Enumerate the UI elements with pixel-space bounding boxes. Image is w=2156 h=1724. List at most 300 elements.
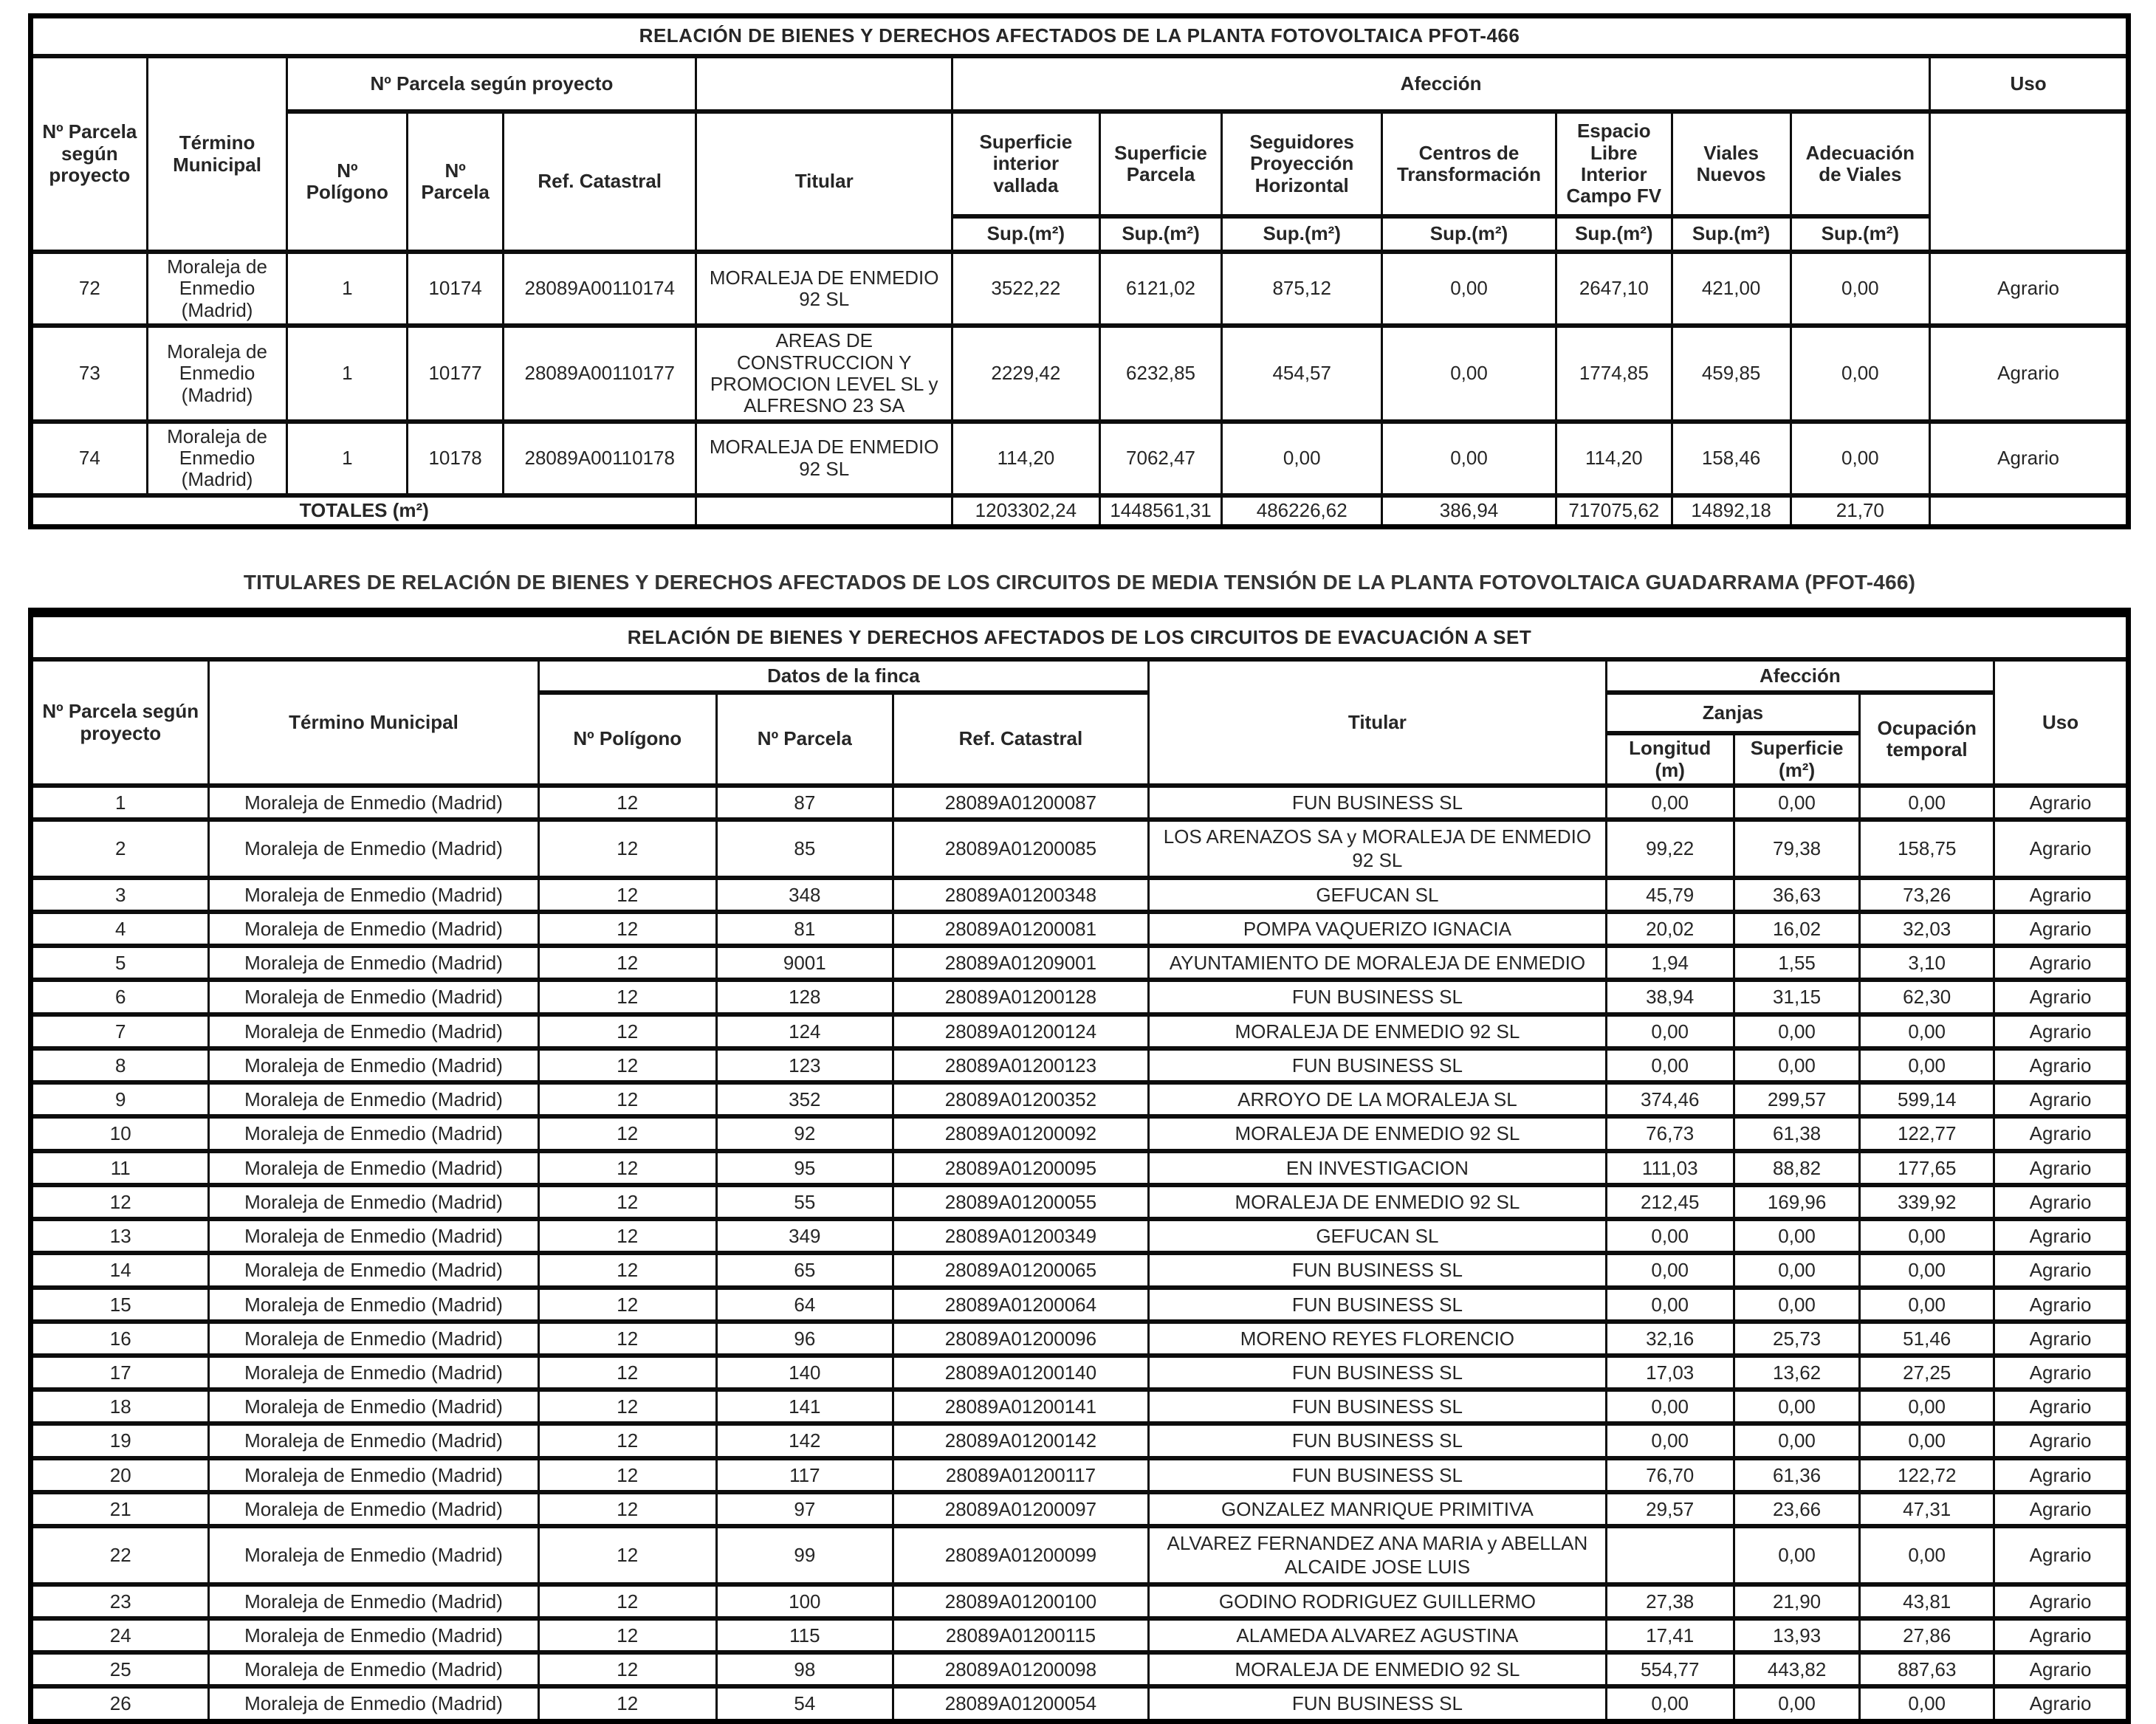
- cell-ocupacion-temporal: 0,00: [1860, 1423, 1994, 1457]
- cell-num-parcela-proyecto: 12: [31, 1185, 209, 1219]
- cell-ref-catastral: 28089A01200065: [893, 1253, 1149, 1287]
- table-row: [31, 912, 2129, 946]
- cell-viales-nuevos: 158,46: [1672, 422, 1791, 495]
- cell-poligono: 12: [538, 912, 716, 946]
- cell-num-parcela-proyecto: 6: [31, 980, 209, 1014]
- cell-titular: FUN BUSINESS SL: [1149, 1458, 1606, 1492]
- cell-uso: Agrario: [1994, 1686, 2129, 1721]
- unit-sup-m2: Sup.(m²): [1556, 216, 1672, 252]
- table-row: [31, 1356, 2129, 1390]
- cell-termino-municipal: Moraleja de Enmedio (Madrid): [147, 326, 287, 422]
- table-row: [31, 1322, 2129, 1356]
- table1-title-row: [31, 16, 2129, 57]
- cell-zanja-longitud: 17,03: [1606, 1356, 1734, 1390]
- table-row: [31, 1219, 2129, 1253]
- cell-viales-nuevos: 421,00: [1672, 252, 1791, 326]
- cell-ocupacion-temporal: 62,30: [1860, 980, 1994, 1014]
- cell-titular: ALVAREZ FERNANDEZ ANA MARIA y ABELLAN ALCAIDE JOSE LUIS: [1149, 1526, 1606, 1584]
- cell-ocupacion-temporal: 0,00: [1860, 1253, 1994, 1287]
- cell-zanja-superficie: 0,00: [1734, 1253, 1859, 1287]
- cell-parcela: 140: [717, 1356, 893, 1390]
- table2-body: [31, 786, 2129, 1721]
- cell-parcela: 124: [717, 1014, 893, 1048]
- cell-num-parcela-proyecto: 21: [31, 1492, 209, 1526]
- col-header-poligono: Nº Polígono: [287, 111, 408, 252]
- cell-titular: GONZALEZ MANRIQUE PRIMITIVA: [1149, 1492, 1606, 1526]
- totals-spacer: [696, 495, 952, 527]
- band-afeccion: Afección: [952, 56, 1930, 111]
- cell-poligono: 12: [538, 786, 716, 820]
- cell-ref-catastral: 28089A01200096: [893, 1322, 1149, 1356]
- table1-body: [31, 252, 2129, 495]
- cell-uso: Agrario: [1994, 1082, 2129, 1116]
- cell-zanja-longitud: 374,46: [1606, 1082, 1734, 1116]
- cell-zanja-superficie: 0,00: [1734, 1390, 1859, 1423]
- cell-parcela: 87: [717, 786, 893, 820]
- cell-uso: Agrario: [1994, 1116, 2129, 1150]
- cell-num-parcela-proyecto: 14: [31, 1253, 209, 1287]
- cell-uso: Agrario: [1930, 422, 2129, 495]
- cell-zanja-longitud: 0,00: [1606, 1048, 1734, 1082]
- table-row: [31, 1492, 2129, 1526]
- cell-termino-municipal: Moraleja de Enmedio (Madrid): [209, 1526, 538, 1584]
- table1-header-row-cols: [31, 111, 2129, 216]
- col-header-parcela: Nº Parcela: [408, 111, 504, 252]
- cell-uso: Agrario: [1994, 1322, 2129, 1356]
- cell-num-parcela-proyecto: 13: [31, 1219, 209, 1253]
- table-row: [31, 1618, 2129, 1652]
- cell-ocupacion-temporal: 0,00: [1860, 1288, 1994, 1322]
- table-row: [31, 422, 2129, 495]
- cell-ocupacion-temporal: 27,86: [1860, 1618, 1994, 1652]
- cell-ocupacion-temporal: 0,00: [1860, 1390, 1994, 1423]
- table-row: [31, 786, 2129, 820]
- cell-num-parcela-proyecto: 3: [31, 878, 209, 912]
- cell-zanja-longitud: 20,02: [1606, 912, 1734, 946]
- cell-zanja-longitud: 27,38: [1606, 1584, 1734, 1618]
- cell-poligono: 12: [538, 1526, 716, 1584]
- band-zanjas: Zanjas: [1606, 693, 1860, 733]
- col-header-centros-transformacion: Centros de Transformación: [1382, 111, 1556, 216]
- band-datos-finca: Datos de la finca: [538, 659, 1149, 693]
- cell-num-parcela-proyecto: 23: [31, 1584, 209, 1618]
- table-row: [31, 1288, 2129, 1322]
- table-row: [31, 1151, 2129, 1185]
- cell-termino-municipal: Moraleja de Enmedio (Madrid): [209, 1584, 538, 1618]
- cell-zanja-longitud: 99,22: [1606, 820, 1734, 877]
- cell-uso: Agrario: [1994, 1151, 2129, 1185]
- cell-termino-municipal: Moraleja de Enmedio (Madrid): [209, 1014, 538, 1048]
- cell-ref-catastral: 28089A01200095: [893, 1151, 1149, 1185]
- cell-titular: AYUNTAMIENTO DE MORALEJA DE ENMEDIO: [1149, 946, 1606, 980]
- cell-parcela: 85: [717, 820, 893, 877]
- table-row: [31, 1048, 2129, 1082]
- cell-uso: Agrario: [1994, 1618, 2129, 1652]
- cell-poligono: 12: [538, 1458, 716, 1492]
- cell-ref-catastral: 28089A01200092: [893, 1116, 1149, 1150]
- cell-num-parcela-proyecto: 8: [31, 1048, 209, 1082]
- cell-ocupacion-temporal: 122,72: [1860, 1458, 1994, 1492]
- table-row: [31, 820, 2129, 877]
- cell-termino-municipal: Moraleja de Enmedio (Madrid): [209, 878, 538, 912]
- cell-titular: ALAMEDA ALVAREZ AGUSTINA: [1149, 1618, 1606, 1652]
- table2-title-row: [31, 613, 2129, 660]
- cell-poligono: 12: [538, 946, 716, 980]
- cell-superficie-vallada: 2229,42: [952, 326, 1100, 422]
- col-header-termino-municipal: Término Municipal: [209, 659, 538, 786]
- col-header-longitud: Longitud (m): [1606, 733, 1734, 786]
- cell-ocupacion-temporal: 122,77: [1860, 1116, 1994, 1150]
- cell-ref-catastral: 28089A00110174: [504, 252, 696, 326]
- cell-poligono: 12: [538, 1116, 716, 1150]
- cell-num-parcela-proyecto: 24: [31, 1618, 209, 1652]
- cell-titular: POMPA VAQUERIZO IGNACIA: [1149, 912, 1606, 946]
- table-row: [31, 878, 2129, 912]
- cell-zanja-superficie: 31,15: [1734, 980, 1859, 1014]
- cell-viales-nuevos: 459,85: [1672, 326, 1791, 422]
- cell-parcela: 100: [717, 1584, 893, 1618]
- cell-parcela: 348: [717, 878, 893, 912]
- cell-zanja-longitud: 17,41: [1606, 1618, 1734, 1652]
- cell-ref-catastral: 28089A01200115: [893, 1618, 1149, 1652]
- cell-poligono: 12: [538, 1219, 716, 1253]
- unit-sup-m2: Sup.(m²): [952, 216, 1100, 252]
- cell-ref-catastral: 28089A01200348: [893, 878, 1149, 912]
- cell-superficie-vallada: 114,20: [952, 422, 1100, 495]
- cell-titular: MORALEJA DE ENMEDIO 92 SL: [696, 422, 952, 495]
- cell-ref-catastral: 28089A01200097: [893, 1492, 1149, 1526]
- cell-parcela: 96: [717, 1322, 893, 1356]
- cell-uso: Agrario: [1994, 1584, 2129, 1618]
- table-row: [31, 252, 2129, 326]
- cell-zanja-longitud: 76,70: [1606, 1458, 1734, 1492]
- cell-poligono: 12: [538, 1322, 716, 1356]
- table-row: [31, 1390, 2129, 1423]
- col-header-adecuacion-viales: Adecuación de Viales: [1791, 111, 1930, 216]
- cell-ocupacion-temporal: 47,31: [1860, 1492, 1994, 1526]
- col-header-espacio-libre: Espacio Libre Interior Campo FV: [1556, 111, 1672, 216]
- cell-ocupacion-temporal: 0,00: [1860, 1686, 1994, 1721]
- cell-ref-catastral: 28089A01200064: [893, 1288, 1149, 1322]
- cell-zanja-superficie: 36,63: [1734, 878, 1859, 912]
- cell-termino-municipal: Moraleja de Enmedio (Madrid): [147, 422, 287, 495]
- table-row: [31, 1082, 2129, 1116]
- table-row: [31, 326, 2129, 422]
- cell-num-parcela-proyecto: 74: [31, 422, 148, 495]
- cell-uso: Agrario: [1994, 1185, 2129, 1219]
- cell-ref-catastral: 28089A01200352: [893, 1082, 1149, 1116]
- total-viales-nuevos: 14892,18: [1672, 495, 1791, 527]
- cell-ocupacion-temporal: 51,46: [1860, 1322, 1994, 1356]
- cell-poligono: 12: [538, 1014, 716, 1048]
- cell-ocupacion-temporal: 599,14: [1860, 1082, 1994, 1116]
- cell-parcela: 10177: [408, 326, 504, 422]
- cell-parcela: 115: [717, 1618, 893, 1652]
- cell-num-parcela-proyecto: 4: [31, 912, 209, 946]
- cell-zanja-superficie: 299,57: [1734, 1082, 1859, 1116]
- cell-parcela: 81: [717, 912, 893, 946]
- cell-uso: Agrario: [1994, 820, 2129, 877]
- cell-zanja-superficie: 61,38: [1734, 1116, 1859, 1150]
- cell-centros-transformacion: 0,00: [1382, 326, 1556, 422]
- cell-ref-catastral: 28089A01200087: [893, 786, 1149, 820]
- cell-num-parcela-proyecto: 26: [31, 1686, 209, 1721]
- cell-zanja-longitud: [1606, 1526, 1734, 1584]
- cell-zanja-longitud: 0,00: [1606, 1423, 1734, 1457]
- cell-titular: MORALEJA DE ENMEDIO 92 SL: [1149, 1185, 1606, 1219]
- cell-poligono: 12: [538, 1390, 716, 1423]
- col-header-ref-catastral: Ref. Catastral: [893, 693, 1149, 786]
- cell-superficie-parcela: 6121,02: [1099, 252, 1222, 326]
- cell-uso: Agrario: [1930, 252, 2129, 326]
- cell-termino-municipal: Moraleja de Enmedio (Madrid): [209, 1219, 538, 1253]
- table-row: [31, 1116, 2129, 1150]
- col-header-superficie-vallada: Superficie interior vallada: [952, 111, 1100, 216]
- cell-ref-catastral: 28089A01200123: [893, 1048, 1149, 1082]
- cell-ref-catastral: 28089A01200098: [893, 1652, 1149, 1686]
- cell-ref-catastral: 28089A01200140: [893, 1356, 1149, 1390]
- cell-zanja-longitud: 0,00: [1606, 1219, 1734, 1253]
- cell-num-parcela-proyecto: 1: [31, 786, 209, 820]
- cell-termino-municipal: Moraleja de Enmedio (Madrid): [147, 252, 287, 326]
- cell-poligono: 12: [538, 1686, 716, 1721]
- cell-parcela: 123: [717, 1048, 893, 1082]
- cell-seguidores: 454,57: [1222, 326, 1382, 422]
- table2-title: RELACIÓN DE BIENES Y DERECHOS AFECTADOS DE LOS CIRCUITOS DE EVACUACIÓN A SET: [31, 613, 2129, 660]
- cell-poligono: 12: [538, 1151, 716, 1185]
- cell-poligono: 12: [538, 1288, 716, 1322]
- cell-zanja-longitud: 111,03: [1606, 1151, 1734, 1185]
- cell-termino-municipal: Moraleja de Enmedio (Madrid): [209, 1116, 538, 1150]
- cell-num-parcela-proyecto: 2: [31, 820, 209, 877]
- cell-uso: Agrario: [1994, 1390, 2129, 1423]
- table-row: [31, 1423, 2129, 1457]
- cell-ref-catastral: 28089A01200085: [893, 820, 1149, 877]
- unit-sup-m2: Sup.(m²): [1382, 216, 1556, 252]
- cell-ocupacion-temporal: 3,10: [1860, 946, 1994, 980]
- cell-ocupacion-temporal: 43,81: [1860, 1584, 1994, 1618]
- cell-seguidores: 0,00: [1222, 422, 1382, 495]
- cell-termino-municipal: Moraleja de Enmedio (Madrid): [209, 1082, 538, 1116]
- cell-zanja-longitud: 76,73: [1606, 1116, 1734, 1150]
- total-uso-spacer: [1930, 495, 2129, 527]
- cell-ref-catastral: 28089A01200099: [893, 1526, 1149, 1584]
- cell-superficie-vallada: 3522,22: [952, 252, 1100, 326]
- cell-poligono: 12: [538, 820, 716, 877]
- cell-zanja-superficie: 1,55: [1734, 946, 1859, 980]
- table-row: [31, 1584, 2129, 1618]
- cell-num-parcela-proyecto: 22: [31, 1526, 209, 1584]
- cell-num-parcela-proyecto: 17: [31, 1356, 209, 1390]
- cell-zanja-longitud: 0,00: [1606, 1014, 1734, 1048]
- cell-num-parcela-proyecto: 15: [31, 1288, 209, 1322]
- cell-espacio-libre: 2647,10: [1556, 252, 1672, 326]
- table-bienes-planta-fv: [28, 13, 2131, 529]
- cell-termino-municipal: Moraleja de Enmedio (Madrid): [209, 1618, 538, 1652]
- cell-titular: MORALEJA DE ENMEDIO 92 SL: [1149, 1014, 1606, 1048]
- cell-titular: GEFUCAN SL: [1149, 878, 1606, 912]
- cell-zanja-superficie: 79,38: [1734, 820, 1859, 877]
- col-header-uso: Uso: [1930, 56, 2129, 111]
- total-superficie-parcela: 1448561,31: [1099, 495, 1222, 527]
- cell-poligono: 1: [287, 422, 408, 495]
- cell-num-parcela-proyecto: 73: [31, 326, 148, 422]
- cell-parcela: 141: [717, 1390, 893, 1423]
- col-header-superficie-m2: Superficie (m²): [1734, 733, 1859, 786]
- table-row: [31, 1652, 2129, 1686]
- cell-ocupacion-temporal: 0,00: [1860, 1219, 1994, 1253]
- col-header-termino-municipal: Término Municipal: [147, 56, 287, 252]
- cell-ocupacion-temporal: 339,92: [1860, 1185, 1994, 1219]
- cell-ref-catastral: 28089A01200128: [893, 980, 1149, 1014]
- cell-termino-municipal: Moraleja de Enmedio (Madrid): [209, 820, 538, 877]
- cell-parcela: 352: [717, 1082, 893, 1116]
- cell-zanja-superficie: 0,00: [1734, 1686, 1859, 1721]
- cell-num-parcela-proyecto: 10: [31, 1116, 209, 1150]
- cell-termino-municipal: Moraleja de Enmedio (Madrid): [209, 786, 538, 820]
- cell-espacio-libre: 114,20: [1556, 422, 1672, 495]
- cell-adecuacion-viales: 0,00: [1791, 252, 1930, 326]
- cell-uso: Agrario: [1994, 1048, 2129, 1082]
- cell-ocupacion-temporal: 0,00: [1860, 1048, 1994, 1082]
- cell-poligono: 12: [538, 1584, 716, 1618]
- cell-zanja-superficie: 21,90: [1734, 1584, 1859, 1618]
- cell-parcela: 97: [717, 1492, 893, 1526]
- cell-titular: MORALEJA DE ENMEDIO 92 SL: [696, 252, 952, 326]
- cell-termino-municipal: Moraleja de Enmedio (Madrid): [209, 1322, 538, 1356]
- cell-parcela: 117: [717, 1458, 893, 1492]
- cell-zanja-longitud: 212,45: [1606, 1185, 1734, 1219]
- cell-parcela: 64: [717, 1288, 893, 1322]
- cell-zanja-superficie: 443,82: [1734, 1652, 1859, 1686]
- cell-uso: Agrario: [1994, 980, 2129, 1014]
- cell-uso: Agrario: [1994, 912, 2129, 946]
- cell-titular: FUN BUSINESS SL: [1149, 1288, 1606, 1322]
- cell-zanja-longitud: 0,00: [1606, 1390, 1734, 1423]
- cell-num-parcela-proyecto: 9: [31, 1082, 209, 1116]
- totals-label: TOTALES (m²): [31, 495, 696, 527]
- cell-titular: MORENO REYES FLORENCIO: [1149, 1322, 1606, 1356]
- cell-uso: Agrario: [1994, 1356, 2129, 1390]
- total-seguidores: 486226,62: [1222, 495, 1382, 527]
- cell-uso: Agrario: [1994, 1492, 2129, 1526]
- cell-ref-catastral: 28089A01200117: [893, 1458, 1149, 1492]
- cell-ocupacion-temporal: 27,25: [1860, 1356, 1994, 1390]
- cell-termino-municipal: Moraleja de Enmedio (Madrid): [209, 912, 538, 946]
- cell-zanja-superficie: 0,00: [1734, 786, 1859, 820]
- cell-zanja-longitud: 0,00: [1606, 1288, 1734, 1322]
- unit-sup-m2: Sup.(m²): [1672, 216, 1791, 252]
- cell-ref-catastral: 28089A01200124: [893, 1014, 1149, 1048]
- cell-titular: EN INVESTIGACION: [1149, 1151, 1606, 1185]
- cell-termino-municipal: Moraleja de Enmedio (Madrid): [209, 1288, 538, 1322]
- cell-zanja-superficie: 16,02: [1734, 912, 1859, 946]
- cell-ocupacion-temporal: 158,75: [1860, 820, 1994, 877]
- cell-zanja-longitud: 0,00: [1606, 786, 1734, 820]
- cell-zanja-superficie: 13,62: [1734, 1356, 1859, 1390]
- table-row: [31, 1686, 2129, 1721]
- cell-termino-municipal: Moraleja de Enmedio (Madrid): [209, 1652, 538, 1686]
- table-row: [31, 1014, 2129, 1048]
- cell-ocupacion-temporal: 32,03: [1860, 912, 1994, 946]
- cell-ref-catastral: 28089A00110177: [504, 326, 696, 422]
- cell-termino-municipal: Moraleja de Enmedio (Madrid): [209, 1458, 538, 1492]
- cell-titular: FUN BUSINESS SL: [1149, 1356, 1606, 1390]
- cell-parcela: 55: [717, 1185, 893, 1219]
- cell-parcela: 98: [717, 1652, 893, 1686]
- cell-zanja-superficie: 169,96: [1734, 1185, 1859, 1219]
- cell-num-parcela-proyecto: 11: [31, 1151, 209, 1185]
- cell-termino-municipal: Moraleja de Enmedio (Madrid): [209, 1423, 538, 1457]
- cell-centros-transformacion: 0,00: [1382, 252, 1556, 326]
- cell-num-parcela-proyecto: 25: [31, 1652, 209, 1686]
- cell-titular: GODINO RODRIGUEZ GUILLERMO: [1149, 1584, 1606, 1618]
- cell-titular: FUN BUSINESS SL: [1149, 1253, 1606, 1287]
- cell-uso: Agrario: [1994, 1526, 2129, 1584]
- unit-sup-m2: Sup.(m²): [1222, 216, 1382, 252]
- cell-parcela: 9001: [717, 946, 893, 980]
- cell-zanja-longitud: 0,00: [1606, 1253, 1734, 1287]
- cell-parcela: 10174: [408, 252, 504, 326]
- cell-parcela: 128: [717, 980, 893, 1014]
- cell-poligono: 12: [538, 1356, 716, 1390]
- cell-zanja-longitud: 45,79: [1606, 878, 1734, 912]
- col-header-parcela-proyecto: Nº Parcela según proyecto: [31, 659, 209, 786]
- total-centros: 386,94: [1382, 495, 1556, 527]
- table-row: [31, 1185, 2129, 1219]
- table-row: [31, 1526, 2129, 1584]
- cell-parcela: 54: [717, 1686, 893, 1721]
- cell-uso: Agrario: [1994, 1219, 2129, 1253]
- cell-poligono: 12: [538, 1423, 716, 1457]
- cell-parcela: 92: [717, 1116, 893, 1150]
- cell-titular: LOS ARENAZOS SA y MORALEJA DE ENMEDIO 92 SL: [1149, 820, 1606, 877]
- cell-termino-municipal: Moraleja de Enmedio (Madrid): [209, 1253, 538, 1287]
- cell-titular: FUN BUSINESS SL: [1149, 1423, 1606, 1457]
- cell-zanja-superficie: 23,66: [1734, 1492, 1859, 1526]
- cell-adecuacion-viales: 0,00: [1791, 326, 1930, 422]
- total-espacio-libre: 717075,62: [1556, 495, 1672, 527]
- cell-termino-municipal: Moraleja de Enmedio (Madrid): [209, 1686, 538, 1721]
- cell-parcela: 349: [717, 1219, 893, 1253]
- cell-zanja-longitud: 32,16: [1606, 1322, 1734, 1356]
- col-header-titular: Titular: [696, 111, 952, 252]
- cell-ref-catastral: 28089A01200141: [893, 1390, 1149, 1423]
- cell-superficie-parcela: 6232,85: [1099, 326, 1222, 422]
- cell-ref-catastral: 28089A01200055: [893, 1185, 1149, 1219]
- unit-sup-m2: Sup.(m²): [1099, 216, 1222, 252]
- cell-ocupacion-temporal: 0,00: [1860, 786, 1994, 820]
- cell-titular: MORALEJA DE ENMEDIO 92 SL: [1149, 1116, 1606, 1150]
- table-circuitos-evacuacion: [28, 608, 2131, 1723]
- totals-row: [31, 495, 2129, 527]
- cell-titular: AREAS DE CONSTRUCCION Y PROMOCION LEVEL SL y ALFRESNO 23 SA: [696, 326, 952, 422]
- table-row: [31, 1458, 2129, 1492]
- cell-poligono: 12: [538, 1652, 716, 1686]
- cell-poligono: 1: [287, 252, 408, 326]
- cell-termino-municipal: Moraleja de Enmedio (Madrid): [209, 1185, 538, 1219]
- cell-poligono: 12: [538, 1048, 716, 1082]
- cell-ref-catastral: 28089A00110178: [504, 422, 696, 495]
- table2-header: [31, 613, 2129, 786]
- cell-zanja-superficie: 0,00: [1734, 1014, 1859, 1048]
- cell-termino-municipal: Moraleja de Enmedio (Madrid): [209, 980, 538, 1014]
- cell-ocupacion-temporal: 0,00: [1860, 1526, 1994, 1584]
- header-spacer-uso: [1930, 111, 2129, 252]
- cell-zanja-longitud: 38,94: [1606, 980, 1734, 1014]
- col-header-viales-nuevos: Viales Nuevos: [1672, 111, 1791, 216]
- cell-parcela: 10178: [408, 422, 504, 495]
